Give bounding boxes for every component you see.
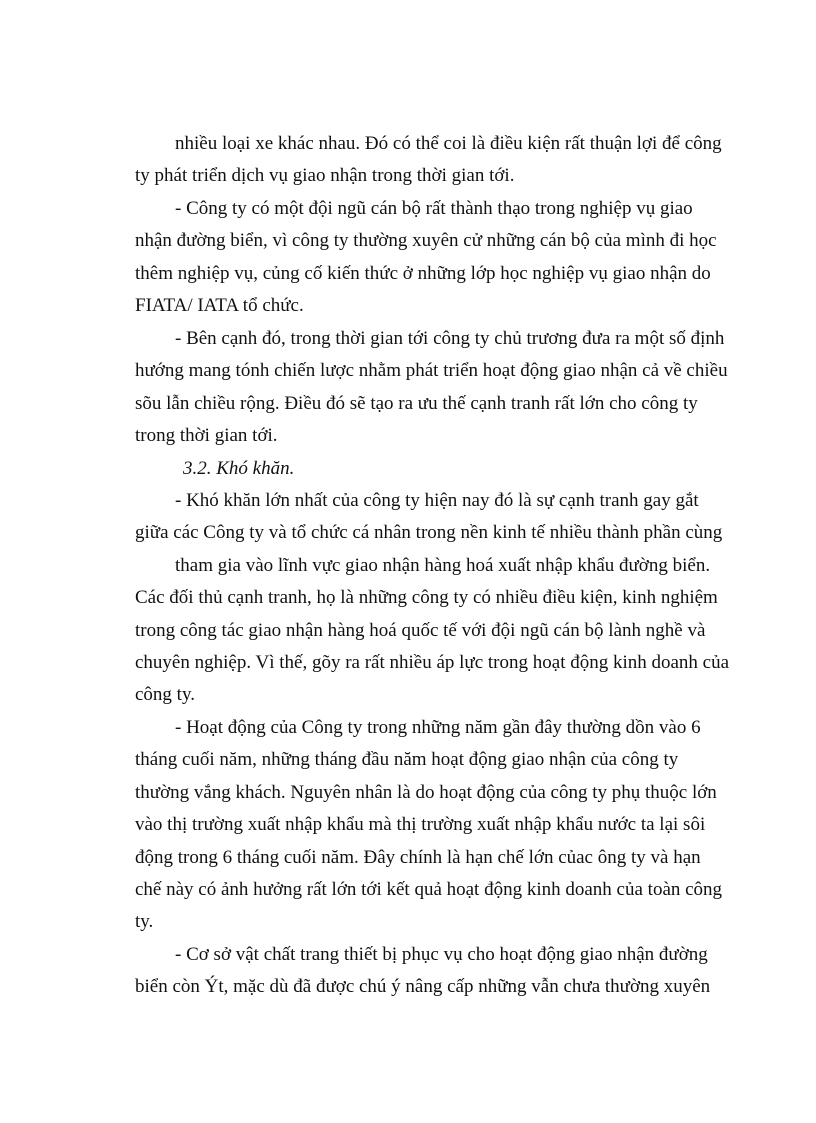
text-line: chuyên nghiệp. Vì thế, gõy ra rất nhiều áp lực trong hoạt động kinh doanh của: [135, 652, 730, 673]
text-line: hướng mang tónh chiến lược nhằm phát triển hoạt động giao nhận cả về chiều: [135, 360, 728, 381]
text-line: Các đối thủ cạnh tranh, họ là những công ty có nhiều điều kiện, kinh nghiệm: [135, 587, 718, 608]
text-line: - Bên cạnh đó, trong thời gian tới công ty chủ trương đưa ra một số định: [175, 328, 725, 349]
text-line: trong công tác giao nhận hàng hoá quốc tế với đội ngũ cán bộ lành nghề và: [135, 620, 706, 641]
text-line: - Cơ sở vật chất trang thiết bị phục vụ cho hoạt động giao nhận đường: [175, 944, 708, 965]
text-line: động trong 6 tháng cuối năm. Đây chính là hạn chế lớn củac ông ty và hạn: [135, 847, 701, 868]
text-line: nhiều loại xe khác nhau. Đó có thể coi là điều kiện rất thuận lợi để công: [175, 133, 722, 154]
text-line: - Hoạt động của Công ty trong những năm gần đây thường dồn vào 6: [175, 717, 701, 738]
text-line: nhận đường biển, vì công ty thường xuyên cử những cán bộ của mình đi học: [135, 230, 717, 251]
text-line: thêm nghiệp vụ, củng cố kiến thức ở những lớp học nghiệp vụ giao nhận do: [135, 263, 711, 284]
text-line: FIATA/ IATA tổ chức.: [135, 295, 304, 316]
section-heading: 3.2. Khó khăn.: [183, 458, 295, 479]
text-line: - Khó khăn lớn nhất của công ty hiện nay đó là sự cạnh tranh gay gắt: [175, 490, 699, 511]
text-line: tham gia vào lĩnh vực giao nhận hàng hoá xuất nhập khẩu đường biển.: [175, 555, 711, 576]
text-line: ty phát triển dịch vụ giao nhận trong thời gian tới.: [135, 165, 515, 186]
text-line: thường vắng khách. Nguyên nhân là do hoạt động của công ty phụ thuộc lớn: [135, 782, 717, 803]
text-line: chế này có ảnh hưởng rất lớn tới kết quả hoạt động kinh doanh của toàn công: [135, 879, 723, 900]
text-line: ty.: [135, 911, 154, 932]
text-line: giữa các Công ty và tổ chức cá nhân trong nền kinh tế nhiều thành phần cùng: [135, 522, 723, 543]
text-line: vào thị trường xuất nhập khẩu mà thị trường xuất nhập khẩu nước ta lại sôi: [135, 814, 706, 835]
text-line: công ty.: [135, 684, 195, 705]
text-line: tháng cuối năm, những tháng đầu năm hoạt động giao nhận của công ty: [135, 749, 679, 770]
text-line: sõu lẫn chiều rộng. Điều đó sẽ tạo ra ưu thế cạnh tranh rất lớn cho công ty: [135, 393, 698, 414]
text-line: trong thời gian tới.: [135, 425, 278, 446]
text-line: - Công ty có một đội ngũ cán bộ rất thành thạo trong nghiệp vụ giao: [175, 198, 693, 219]
text-line: biển còn Ýt, mặc dù đã được chú ý nâng cấp những vẫn chưa thường xuyên: [135, 976, 711, 997]
